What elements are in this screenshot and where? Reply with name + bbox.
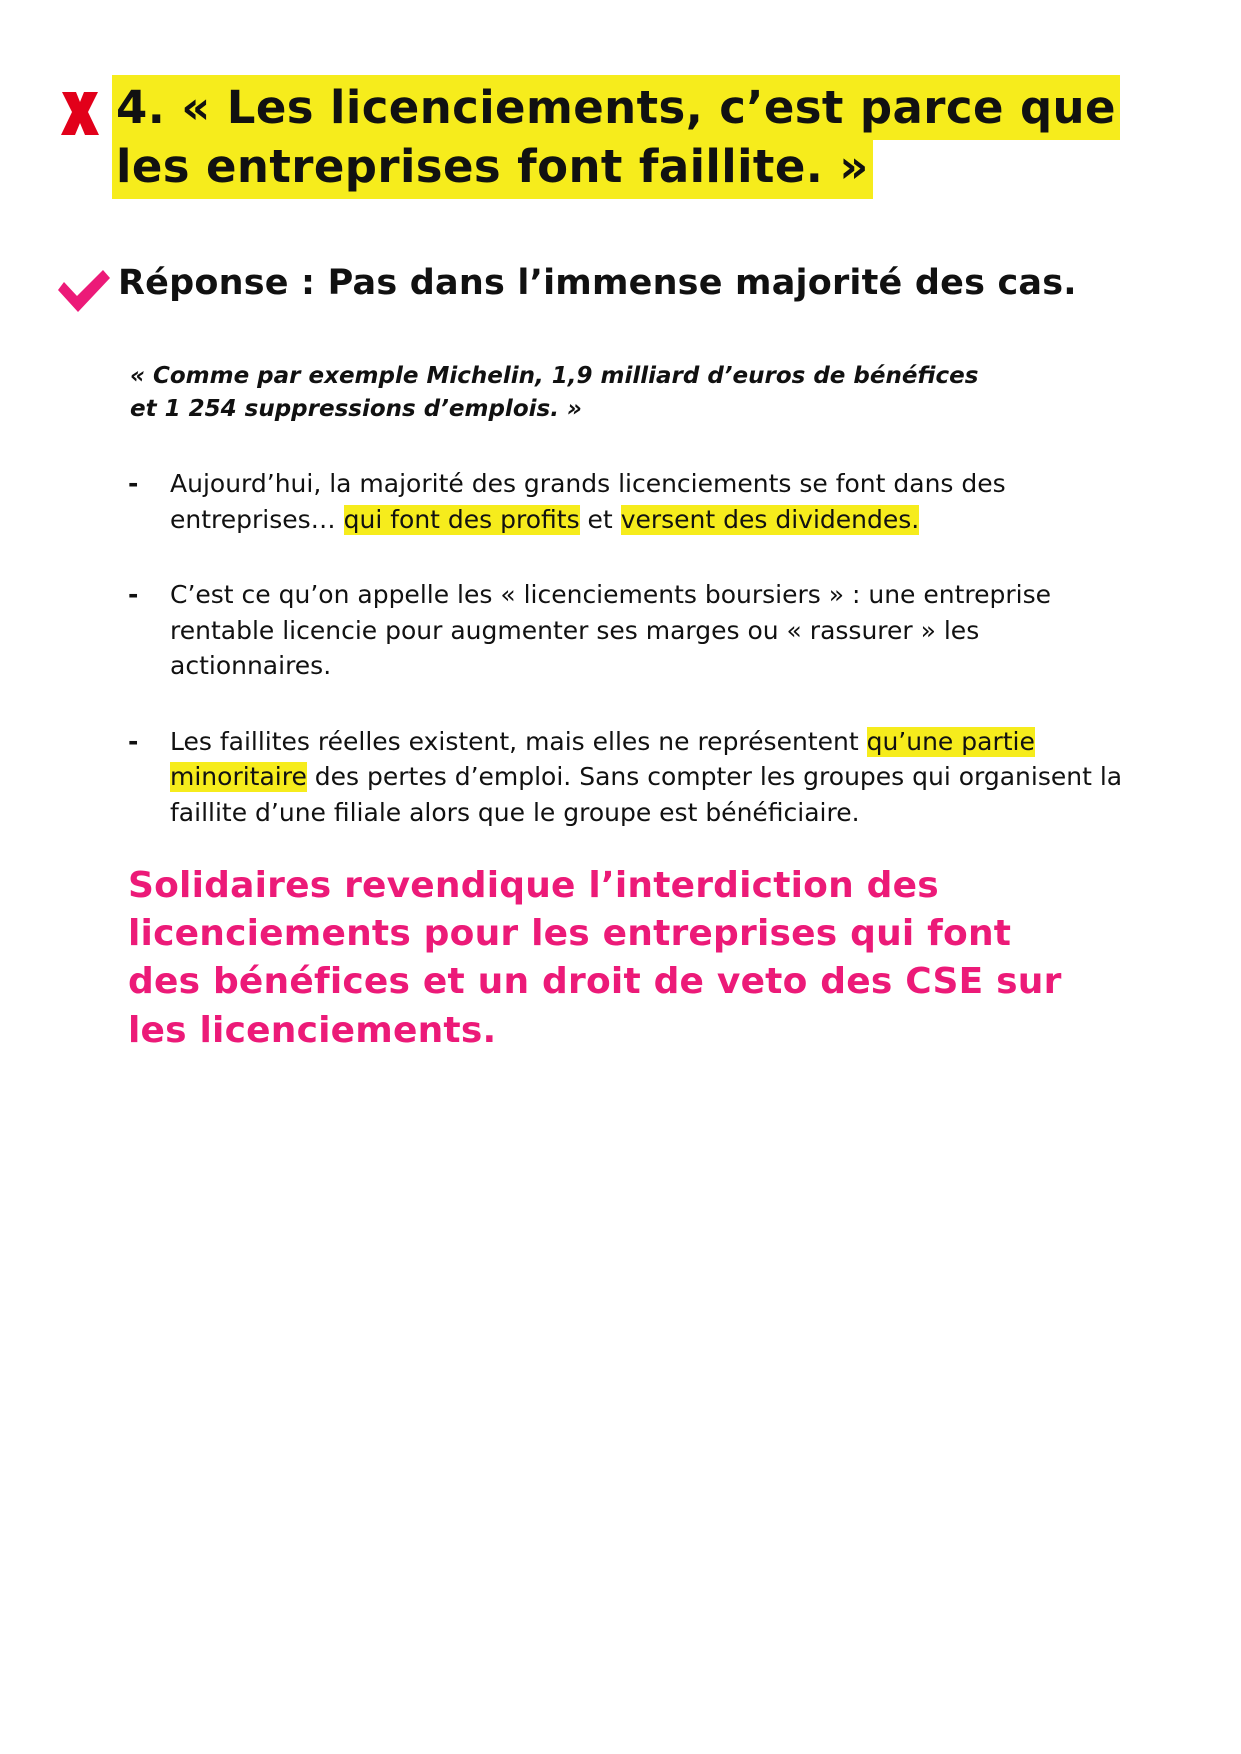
answer-block <box>56 262 1181 314</box>
quote-text: « Comme par exemple Michelin, 1,9 milliard d’euros de bénéfices et 1 254 suppressions d’emplois. » <box>130 363 979 423</box>
answer-text: Réponse : Pas dans l’immense majorité des cas. <box>118 263 1077 303</box>
list-item <box>128 724 1128 831</box>
bullet-highlight: qui font des profits <box>343 504 580 534</box>
slogan-text: Solidaires revendique l’interdiction des licenciements pour les entreprises qui font des bénéfices et un droit de veto des CSE sur les licenciements. <box>128 865 1062 1051</box>
bullet-text-part: Aujourd’hui, la majorité des grands licenciements se font dans des entreprises… <box>170 469 1006 534</box>
question-text <box>112 78 1181 197</box>
bullet-text-part: C’est ce qu’on appelle les « licenciements boursiers » : une entreprise rentable licencie pour augmenter ses marges ou « rassurer » les actionnaires. <box>170 580 1052 680</box>
bullet-text-part: des pertes d’emploi. Sans compter les groupes qui organisent la faillite d’une filiale alors que le groupe est bénéficiaire. <box>170 762 1123 827</box>
bullet-marker: - <box>128 580 139 609</box>
list-item <box>128 466 1128 537</box>
check-icon <box>56 268 112 314</box>
bullet-marker: - <box>128 726 139 756</box>
bullet-highlight: qu’une partie minoritaire <box>170 726 1035 791</box>
bullet-text-part: et <box>579 504 621 534</box>
bullet-marker: - <box>128 469 139 498</box>
question-block <box>56 78 1181 197</box>
list-item <box>128 577 1128 684</box>
bullet-highlight: versent des dividendes. <box>620 504 920 534</box>
cross-icon <box>56 88 104 140</box>
bullet-text-part: Les faillites réelles existent, mais elles ne représentent <box>170 726 867 756</box>
question-highlight: 4. « Les licenciements, c’est parce que les entreprises font faillite. » <box>112 75 1120 199</box>
bullet-list <box>128 466 1128 870</box>
